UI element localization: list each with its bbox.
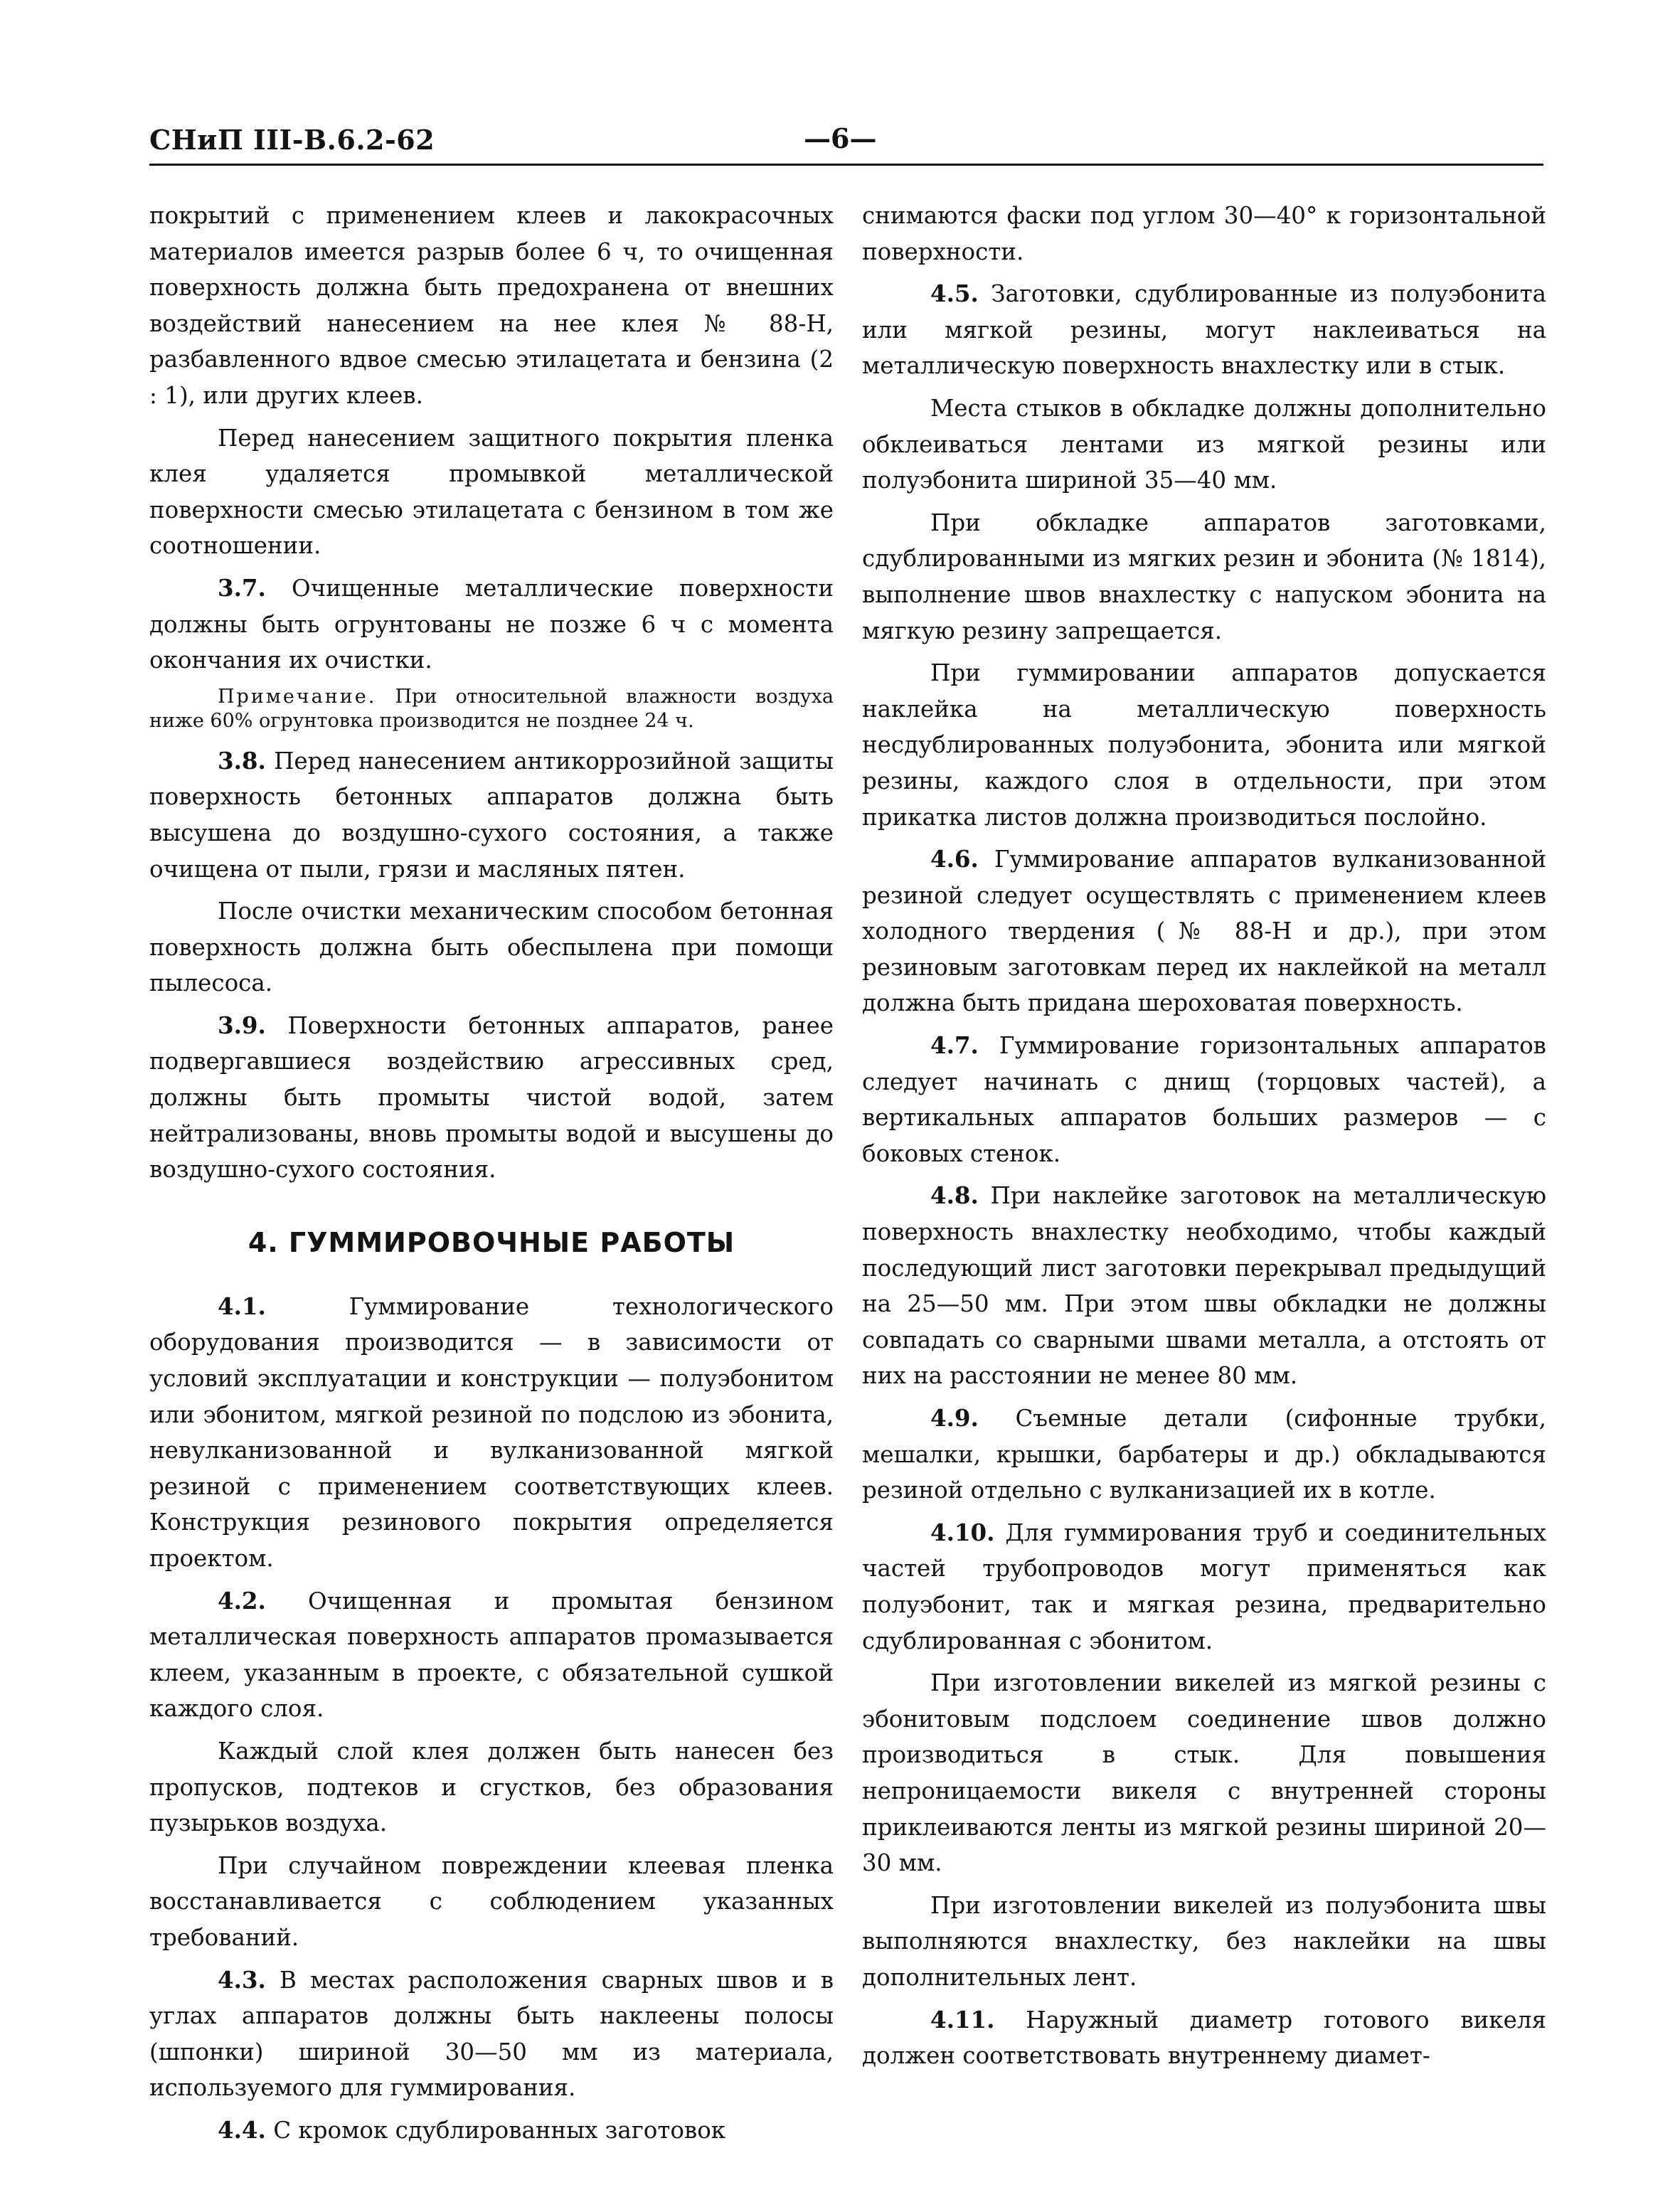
clause-text: Гуммирование технологического оборудования производится — в зависимости от условий эксплуатации и конструкции — полуэбонитом или эбонитом, мягкой резиной по подслою из эбонита, невулканизованной и вулканизованной мягкой резиной с применением соответствующих клеев. Конструкция резинового покрытия определяется проектом. bbox=[149, 1292, 834, 1572]
clause-number: 3.7. bbox=[218, 573, 266, 602]
clause-number: 4.3. bbox=[218, 1965, 266, 1994]
right-column bbox=[862, 198, 1546, 2080]
clause-number: 3.8. bbox=[218, 746, 266, 775]
clause-3-8 bbox=[149, 743, 834, 887]
clause-3-9 bbox=[149, 1008, 834, 1188]
clause-text: Гуммирование горизонтальных аппаратов следует начинать с днищ (торцовых частей), а вертикальных аппаратов больших размеров — с боковых стенок. bbox=[862, 1032, 1546, 1167]
clause-4-7 bbox=[862, 1028, 1546, 1171]
clause-4-1 bbox=[149, 1289, 834, 1577]
clause-text: Для гуммирования труб и соединительных частей трубопроводов могут применяться как полуэбонит, так и мягкая резина, предварительно сдублированная с эбонитом. bbox=[862, 1519, 1546, 1654]
clause-number: 4.1. bbox=[218, 1292, 266, 1320]
clause-text: Очищенные металлические поверхности должны быть огрунтованы не позже 6 ч с момента окончания их очистки. bbox=[149, 574, 834, 674]
clause-4-6 bbox=[862, 841, 1546, 1021]
clause-text: Поверхности бетонных аппаратов, ранее подвергавшиеся воздействию агрессивных сред, должны быть промыты чистой водой, затем нейтрализованы, вновь промыты водой и высушены до воздушно-сухого состояния. bbox=[149, 1011, 834, 1184]
paragraph: Каждый слой клея должен быть нанесен без пропусков, подтеков и сгустков, без образования пузырьков воздуха. bbox=[149, 1737, 834, 1837]
paragraph: Перед нанесением защитного покрытия пленка клея удаляется промывкой металлической поверхности смесью этилацетата с бензином в том же соотношении. bbox=[149, 424, 834, 560]
left-column bbox=[149, 198, 834, 2155]
clause-text: Съемные детали (сифонные трубки, мешалки, крышки, барбатеры и др.) обкладываются резиной отдельно с вулканизацией их в котле. bbox=[862, 1405, 1546, 1504]
paragraph: Места стыков в обкладке должны дополнительно обклеиваться лентами из мягкой резины или полуэбонита шириной 35—40 мм. bbox=[862, 394, 1546, 494]
clause-text: Очищенная и промытая бензином металлическая поверхность аппаратов промазывается клеем, указанным в проекте, с обязательной сушкой каждого слоя. bbox=[149, 1587, 834, 1723]
clause-4-5 bbox=[862, 276, 1546, 384]
clause-number: 4.7. bbox=[930, 1031, 979, 1060]
clause-number: 4.8. bbox=[930, 1181, 979, 1210]
page-number: —6— bbox=[804, 122, 877, 154]
clause-number: 4.2. bbox=[218, 1586, 266, 1615]
clause-4-3 bbox=[149, 1962, 834, 2106]
clause-text: Заготовки, сдублированные из полуэбонита или мягкой резины, могут наклеиваться на металлическую поверхность внахлестку или в стык. bbox=[862, 280, 1546, 380]
clause-number: 4.5. bbox=[930, 280, 979, 308]
clause-number: 4.9. bbox=[930, 1404, 979, 1432]
clause-text: Перед нанесением антикоррозийной защиты поверхность бетонных аппаратов должна быть высушена до воздушно-сухого состояния, а также очищена от пыли, грязи и масляных пятен. bbox=[149, 747, 834, 883]
paragraph: При гуммировании аппаратов допускается наклейка на металлическую поверхность несдублированных полуэбонита, эбонита или мягкой резины, каждого слоя в отдельности, при этом прикатка листов должна производиться послойно. bbox=[862, 659, 1546, 831]
clause-4-11 bbox=[862, 2002, 1546, 2074]
clause-4-8 bbox=[862, 1178, 1546, 1394]
clause-number: 4.10. bbox=[930, 1518, 995, 1546]
clause-4-9 bbox=[862, 1400, 1546, 1509]
clause-number: 3.9. bbox=[218, 1011, 266, 1039]
paragraph: При изготовлении викелей из мягкой резины с эбонитовым подслоем соединение швов должно производиться в стык. Для повышения непроницаемости викеля с внутренней стороны приклеиваются ленты из мягкой резины шириной 20—30 мм. bbox=[862, 1669, 1546, 1877]
document-code: СНиП III-В.6.2-62 bbox=[149, 124, 435, 156]
note-label: Примечание. bbox=[218, 685, 377, 708]
clause-text: Наружный диаметр готового викеля должен соответствовать внутреннему диамет- bbox=[862, 2006, 1546, 2070]
clause-4-10 bbox=[862, 1515, 1546, 1659]
clause-4-4 bbox=[149, 2112, 834, 2149]
clause-text: С кромок сдублированных заготовок bbox=[273, 2116, 726, 2144]
clause-number: 4.6. bbox=[930, 845, 979, 873]
paragraph: покрытий с применением клеев и лакокрасочных материалов имеется разрыв более 6 ч, то очищенная поверхность должна быть предохранена от внешних воздействий нанесением на нее клея № 88-Н, разбавленного вдвое смесью этилацетата и бензина (2 : 1), или других клеев. bbox=[149, 202, 834, 409]
note-text: При относительной влажности воздуха ниже 60% огрунтовка производится не позднее 24 ч. bbox=[149, 685, 834, 732]
clause-number: 4.4. bbox=[218, 2115, 266, 2144]
clause-number: 4.11. bbox=[930, 2005, 995, 2034]
page-header bbox=[149, 119, 1543, 166]
clause-text: В местах расположения сварных швов и в углах аппаратов должны быть наклеены полосы (шпонки) шириной 30—50 мм из материала, используемого для гуммирования. bbox=[149, 1966, 834, 2102]
clause-3-7 bbox=[149, 570, 834, 679]
note bbox=[149, 685, 834, 733]
paragraph: При обкладке аппаратов заготовками, сдублированными из мягких резин и эбонита (№ 1814), выполнение швов внахлестку с напуском эбонита на мягкую резину запрещается. bbox=[862, 509, 1546, 644]
paragraph: После очистки механическим способом бетонная поверхность должна быть обеспылена при помощи пылесоса. bbox=[149, 898, 834, 997]
paragraph: При изготовлении викелей из полуэбонита швы выполняются внахлестку, без наклейки на швы дополнительных лент. bbox=[862, 1891, 1546, 1991]
clause-4-2 bbox=[149, 1583, 834, 1727]
paragraph: снимаются фаски под углом 30—40° к горизонтальной поверхности. bbox=[862, 202, 1546, 265]
section-title: 4. ГУММИРОВОЧНЫЕ РАБОТЫ bbox=[248, 1226, 735, 1258]
clause-text: При наклейке заготовок на металлическую поверхность внахлестку необходимо, чтобы каждый последующий лист заготовки перекрывал предыдущий на 25—50 мм. При этом швы обкладки не должны совпадать со сварными швами металла, а отстоять от них на расстоянии не менее 80 мм. bbox=[862, 1182, 1546, 1390]
paragraph: При случайном повреждении клеевая пленка восстанавливается с соблюдением указанных требований. bbox=[149, 1851, 834, 1951]
clause-text: Гуммирование аппаратов вулканизованной резиной следует осуществлять с применением клеев холодного твердения (№ 88-Н и др.), при этом резиновым заготовкам перед их наклейкой на металл должна быть придана шероховатая поверхность. bbox=[862, 846, 1546, 1017]
